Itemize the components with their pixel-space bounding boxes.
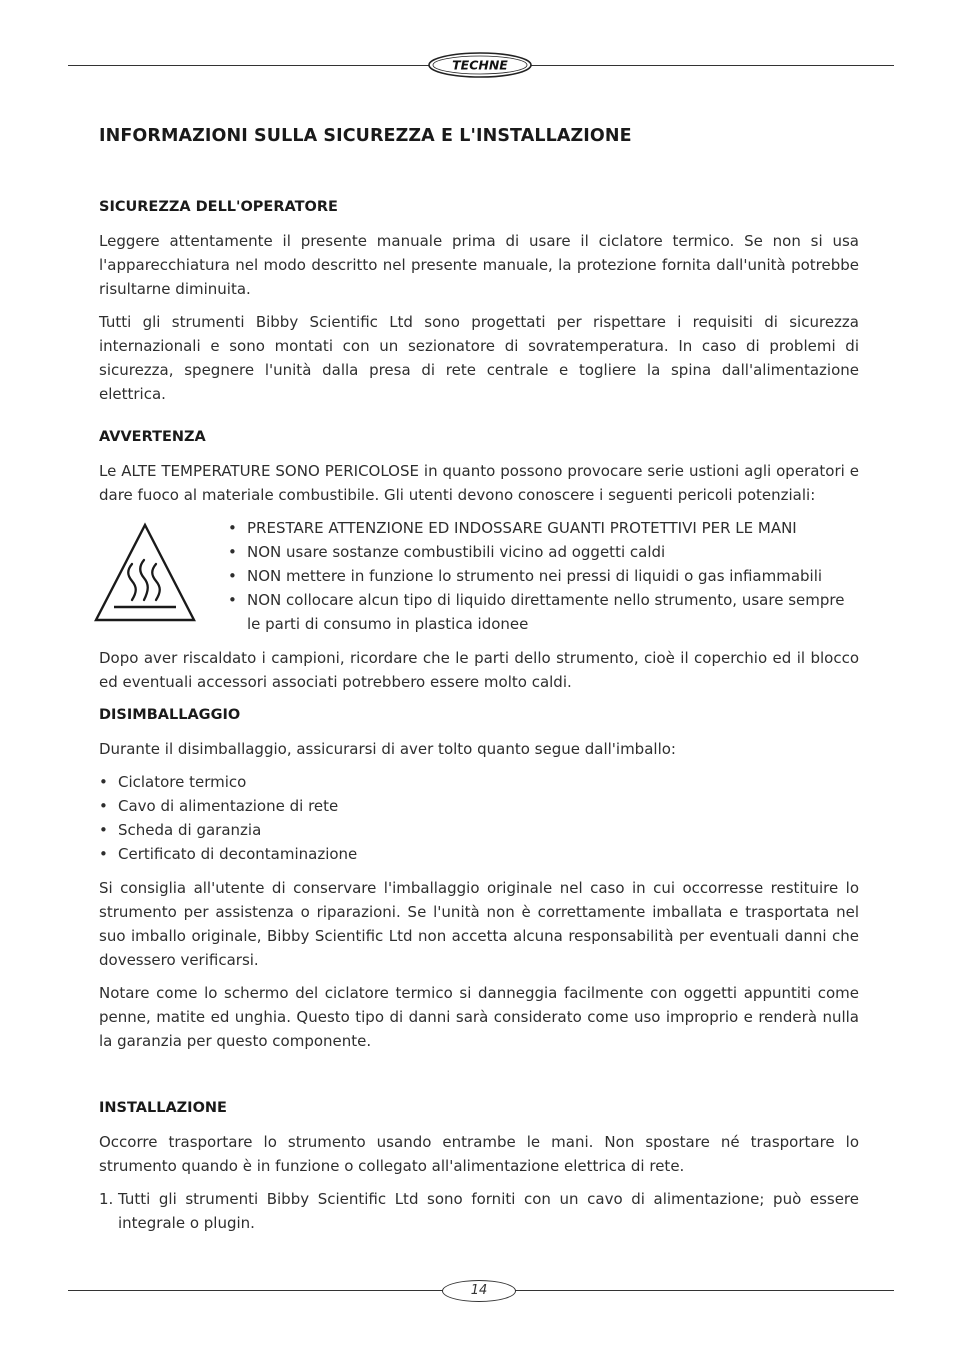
list-item: • NON mettere in funzione lo strumento nei pressi di liquidi o gas infiammabili bbox=[228, 564, 859, 588]
hot-surface-warning-icon bbox=[93, 520, 197, 624]
footer-rule-left bbox=[68, 1290, 443, 1291]
unpacking-intro: Durante il disimballaggio, assicurarsi di aver tolto quanto segue dall'imballo: bbox=[99, 740, 676, 758]
warning-paragraph-1: Le ALTE TEMPERATURE SONO PERICOLOSE in quanto possono provocare serie ustioni agli operatori e dare fuoco al materiale combustibile. Gli utenti devono conoscere i seguenti pericoli potenziali: bbox=[99, 462, 859, 504]
techne-logo-icon bbox=[428, 52, 532, 78]
techne-logo bbox=[428, 52, 532, 78]
list-item bbox=[99, 1187, 859, 1235]
step-text: Tutti gli strumenti Bibby Scientific Ltd sono forniti con un cavo di alimentazione; può essere integrale o plugin. bbox=[118, 1190, 859, 1232]
header-rule-left bbox=[68, 65, 430, 66]
list-item: • Certificato di decontaminazione bbox=[99, 842, 859, 866]
list-item: • Cavo di alimentazione di rete bbox=[99, 794, 859, 818]
page-number-badge bbox=[442, 1280, 516, 1302]
list-item: • PRESTARE ATTENZIONE ED INDOSSARE GUANTI PROTETTIVI PER LE MANI bbox=[228, 516, 859, 540]
warning-paragraph-2: Dopo aver riscaldato i campioni, ricordare che le parti dello strumento, cioè il coperchio ed il blocco ed eventuali accessori associati potrebbero essere molto caldi. bbox=[99, 649, 859, 691]
footer-rule-right bbox=[515, 1290, 894, 1291]
operator-safety-heading: SICUREZZA DELL'OPERATORE bbox=[99, 199, 338, 215]
header-rule-right bbox=[530, 65, 894, 66]
installation-heading: INSTALLAZIONE bbox=[99, 1100, 227, 1116]
logo-text: TECHNE bbox=[452, 57, 508, 73]
page-title: INFORMAZIONI SULLA SICUREZZA E L'INSTALLAZIONE bbox=[99, 126, 632, 146]
installation-steps bbox=[99, 1187, 859, 1235]
operator-safety-paragraph-1: Leggere attentamente il presente manuale prima di usare il ciclatore termico. Se non si usa l'apparecchiatura nel modo descritto nel presente manuale, la protezione fornita dall'unità potrebbe risultarne diminuita. bbox=[99, 232, 859, 298]
list-item: • NON collocare alcun tipo di liquido direttamente nello strumento, usare sempre le parti di consumo in plastica idonee bbox=[228, 588, 859, 636]
warning-heading: AVVERTENZA bbox=[99, 429, 206, 445]
unpacking-heading: DISIMBALLAGGIO bbox=[99, 707, 241, 723]
unpacking-paragraph-1: Si consiglia all'utente di conservare l'imballaggio originale nel caso in cui occorresse restituire lo strumento per assistenza o riparazioni. Se l'unità non è correttamente imballata e trasportata nel suo imballo originale, Bibby Scientific Ltd non accetta alcuna responsabilità per eventuali danni che dovessero verificarsi. bbox=[99, 879, 859, 969]
warning-hazard-list bbox=[228, 516, 859, 636]
operator-safety-paragraph-2: Tutti gli strumenti Bibby Scientific Ltd sono progettati per rispettare i requisiti di sicurezza internazionali e sono montati con un sezionatore di sovratemperatura. In caso di problemi di sicurezza, spegnere l'unità dalla presa di rete centrale e togliere la spina dall'alimentazione elettrica. bbox=[99, 313, 859, 403]
page-number: 14 bbox=[442, 1280, 516, 1302]
installation-paragraph-1: Occorre trasportare lo strumento usando entrambe le mani. Non spostare né trasportare lo strumento quando è in funzione o collegato all'alimentazione elettrica di rete. bbox=[99, 1133, 859, 1175]
list-item: • Scheda di garanzia bbox=[99, 818, 859, 842]
unpacking-contents-list bbox=[99, 770, 859, 866]
list-item: • Ciclatore termico bbox=[99, 770, 859, 794]
unpacking-paragraph-2: Notare come lo schermo del ciclatore termico si danneggia facilmente con oggetti appuntiti come penne, matite ed unghia. Questo tipo di danni sarà considerato come uso improprio e renderà nulla la garanzia per questo componente. bbox=[99, 984, 859, 1050]
step-number: 1. bbox=[99, 1190, 114, 1208]
list-item: • NON usare sostanze combustibili vicino ad oggetti caldi bbox=[228, 540, 859, 564]
